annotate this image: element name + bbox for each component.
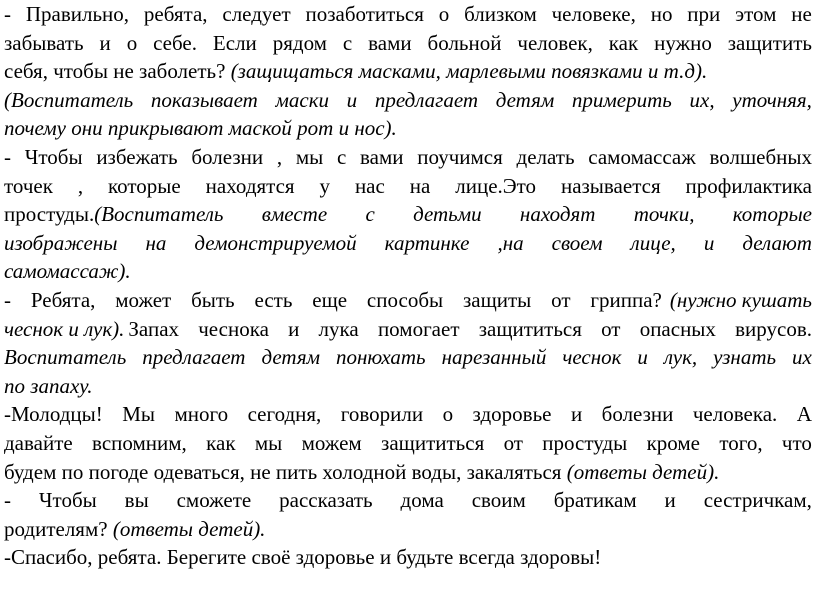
word: картинке [384,230,470,255]
word: ребята, [143,2,208,26]
word: и [637,345,648,370]
word: с [342,30,353,55]
text-line [4,143,812,172]
word: о [442,402,454,427]
word: братикам [553,488,637,513]
word: называется [560,173,661,198]
word: нужно [654,30,712,55]
text-line [4,29,812,58]
word: Воспитатель [4,345,127,370]
word: волшебных [709,144,812,169]
word: с [336,144,347,169]
word: но [650,2,673,26]
word: уточняя, [732,87,812,112]
word: кроме [646,430,701,455]
text-line [4,172,812,201]
text-segment: Запах чеснока и лука помогает защититься от опасных вирусов. [128,316,812,341]
text-line [4,286,812,315]
word: себе. [153,30,197,55]
word: того, [719,430,763,455]
word: - [4,144,11,169]
italic-segment: по запаху. [4,373,93,398]
word: нас [354,173,385,198]
text-line [4,486,812,515]
word: лице.Это [455,173,537,198]
text-line [4,57,812,86]
text-line [4,429,812,458]
word: вами [360,144,404,169]
document-body [4,0,812,572]
word: делать [516,144,575,169]
word: профилактика [685,173,812,198]
word: здоровье [472,402,552,427]
word: детям [261,345,320,370]
word: мы [254,430,283,455]
word: предлагает [374,87,479,112]
word: - [4,488,11,513]
word: о [438,2,450,26]
word: их [792,345,812,370]
word: своем [551,230,603,255]
word: о [126,30,138,55]
word: узнать [713,345,777,370]
word: мы [295,144,324,169]
word: как [206,430,236,455]
word: не [791,2,812,26]
text-line [4,315,812,344]
word: можем [301,430,362,455]
text-segment: -Спасибо, ребята. Берегите своё здоровье и будьте всегда здоровы! [4,545,602,570]
text-line [4,543,812,572]
italic-segment: (ответы детей). [566,459,720,484]
word: избежать [96,144,178,169]
word: как [608,30,639,55]
word: вы [124,488,149,513]
word: которые [108,173,181,198]
word: примерить [571,87,672,112]
italic-segment: (Воспитатель вместе с детьми находят точки, которые [94,202,812,227]
word: при [687,2,721,26]
word: у [319,173,331,198]
word: , [77,173,84,198]
word: А [796,402,812,427]
word: Если [212,30,257,55]
word: вспомним, [92,430,187,455]
word: , [276,144,283,169]
word: маски [275,87,330,112]
word: -Молодцы! [4,402,103,427]
word: дома [400,488,444,513]
word: и [346,87,358,112]
word: рассказать [279,488,373,513]
word: чеснок [562,345,622,370]
word: (Воспитатель [4,87,134,112]
word: поучимся [417,144,503,169]
italic-segment: (ответы детей). [112,516,266,541]
word: демонстрируемой [194,230,357,255]
text-line [4,515,812,544]
word: лук, [663,345,698,370]
word: Чтобы [38,488,97,513]
italic-line [4,257,812,286]
word: точек [4,173,53,198]
italic-segment: почему они прикрывают маской рот и нос). [4,116,397,141]
italic-segment: чеснок и лук). [4,316,125,341]
text-line [4,458,812,487]
italic-line [4,229,812,258]
word: от [503,430,523,455]
word: болезни [601,402,674,427]
italic-line [4,86,812,115]
word: близком [464,2,537,26]
word: человеке, [551,2,636,26]
word: и [99,30,111,55]
word: на [409,173,431,198]
word: простуды [542,430,628,455]
word: и [703,230,715,255]
italic-segment: самомассаж). [4,259,131,284]
word: болезни [191,144,264,169]
word: своим [471,488,526,513]
word: самомассаж [588,144,696,169]
word: и [570,402,583,427]
word: этом [735,2,777,26]
word: сможете [176,488,252,513]
word: Мы [122,402,156,427]
word: человека. [692,402,778,427]
word: и [664,488,676,513]
text-line [4,400,812,429]
word: их, [689,87,715,112]
word: - [4,2,11,26]
word: Правильно, [25,2,130,26]
word: следует [222,2,291,26]
word: на [145,230,167,255]
italic-line [4,343,812,372]
word: защитить [727,30,812,55]
text-segment: простуды. [4,202,95,227]
italic-segment: (нужно кушать [669,287,812,312]
text-line [4,200,812,229]
word: давайте [4,430,73,455]
word: ,на [497,230,524,255]
word: лице, [630,230,676,255]
text-segment: себя, чтобы не заболеть? [4,59,231,84]
text-segment: будем по погоде одеваться, не пить холодной воды, закаляться [4,459,567,484]
word: делают [742,230,812,255]
word: сестричкам, [703,488,812,513]
word: человек, [517,30,593,55]
word: защититься [381,430,485,455]
word: сегодня, [247,402,322,427]
word: понюхать [335,345,426,370]
word: много [174,402,229,427]
italic-segment: (защищаться масками, марлевыми повязками и т.д). [230,59,708,84]
word: забывать [4,30,84,55]
word: показывает [150,87,258,112]
word: рядом [272,30,327,55]
word: нарезанный [441,345,547,370]
word: находятся [205,173,295,198]
word: позаботиться [305,2,424,26]
word: говорили [340,402,424,427]
word: вами [368,30,412,55]
word: больной [427,30,502,55]
word: детям [495,87,555,112]
italic-line [4,114,812,143]
word: изображены [4,230,118,255]
word: предлагает [142,345,246,370]
text-segment: родителям? [4,516,113,541]
word: что [781,430,812,455]
text-segment: - Ребята, может быть есть еще способы защиты от гриппа? [4,287,662,312]
italic-line [4,372,812,401]
text-line [4,0,812,29]
word: Чтобы [24,144,83,169]
